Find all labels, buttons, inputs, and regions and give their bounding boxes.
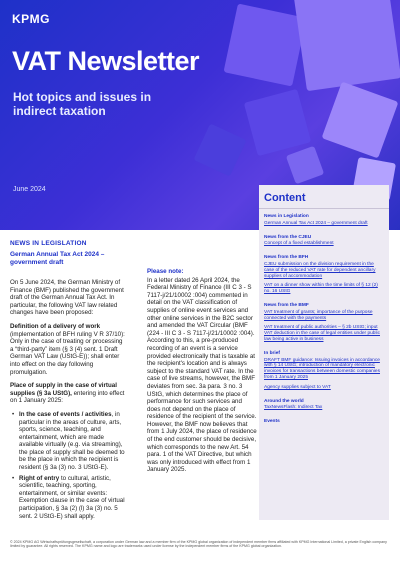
note-heading: Please note: xyxy=(147,268,184,275)
contents-link[interactable]: TaxNewsFlash: Indirect Tax xyxy=(264,405,323,411)
article-title: German Annual Tax Act 2024 – government draft xyxy=(10,251,105,266)
delivery-text: (implementation of BFH ruling V R 37/10): Only in the case of treating or processing a “third-party” item (§ 3 (4) sent. 1 Draft German VAT Law (UStG-E)); shall enter into effect on the day following promulgation. xyxy=(10,330,125,376)
contents-group xyxy=(259,397,389,418)
newsletter-subtitle: Hot topics and issues in indirect taxation xyxy=(13,90,152,118)
decorative-cube xyxy=(223,3,306,86)
contents-group-heading: In brief xyxy=(264,350,280,356)
contents-group xyxy=(259,253,389,301)
place-bullets xyxy=(19,411,127,520)
contents-link[interactable]: DRAFT BMF guidance: Issuing invoices in accordance with § 14 UStG; introduction of mandatory electronic invoices for transactions between domestic companies from 1 January 2025 xyxy=(264,357,380,380)
decorative-cube xyxy=(286,146,324,184)
contents-link[interactable]: German Annual Tax Act 2024 – government draft xyxy=(264,220,368,226)
decorative-cube xyxy=(322,82,399,159)
article-column-1 xyxy=(10,279,127,523)
bullet-bold: In the case of events / activities xyxy=(19,410,112,418)
newsletter-title: VAT Newsletter xyxy=(12,46,200,76)
place-paragraph xyxy=(10,382,127,405)
contents-list xyxy=(259,212,389,428)
contents-group-heading: News from the BFH xyxy=(264,255,309,261)
bullet-text: to cultural, artistic, scientific, teaching, sporting, entertainment, or similar events: Exemption clause in the case of virtual participation, § 3a (2) (l) 3a (3) no. 5 sent. 2 UStG-E) shall apply. xyxy=(19,474,125,520)
bullet-text: , in particular in the areas of culture, arts, sports, science, teaching, and entertainment, which are made available virtually (e.g. via streaming), the place of supply shall be deemed to be the place in which the recipient is resident (§ 3a (3) no. 3 UStG-E). xyxy=(19,410,125,472)
note-text: In a letter dated 26 April 2024, the Federal Ministry of Finance (III C 3 - S 7117-j/21/10002 :004) commented in detail on the VAT classification of supplies of online event services and other online services in the B2C sector and amended the VAT Circular (BMF (224 - III C 3 - S 7117-j/21/10002 :004). According to this, a pre-produced recording of an event is a service provided electronically that is taxable at the recipient's location and is always subject to the standard VAT rate. In the case of live streams, however, the BMF deviates from sec. 3a para. 3 no. 3 UStG, which determines the place of performance for such services and does not depend on the place of residence of the recipient of the service. However, the BMF now believes that from 1 July 2024, the place of residence of the end customer should be decisive, which corresponds to the new Art. 54 para. 1 of the VAT Directive, but which was only introduced with effect from 1 January 2025. xyxy=(147,276,257,474)
contents-group xyxy=(259,349,389,397)
list-item xyxy=(19,411,127,472)
issue-date: June 2024 xyxy=(13,186,46,193)
contents-link[interactable]: VAT treatment of grants; importance of the purpose connected with the payments xyxy=(264,309,373,321)
delivery-heading: Definition of a delivery of work xyxy=(10,322,101,330)
contents-group xyxy=(259,417,389,428)
decorative-cube xyxy=(294,0,400,91)
contents-group xyxy=(259,212,389,233)
section-label: NEWS IN LEGISLATION xyxy=(10,240,87,247)
article-column-2 xyxy=(147,240,257,480)
contents-group-heading: Events xyxy=(264,419,280,425)
contents-title: Content xyxy=(259,185,389,209)
contents-link[interactable]: CJEU submission on the division requirement in the case of the reduced VAT rate for dependent ancillary supplies of accommodation xyxy=(264,261,376,279)
contents-link[interactable]: Agency supplies subject to VAT xyxy=(264,384,331,390)
place-heading: Place of supply in the case of virtual supplies (§ 3a UStG), xyxy=(10,382,117,397)
copyright-footer: © 2024 KPMG AG Wirtschaftsprüfungsgesellschaft, a corporation under German law and a member firm of the KPMG global organization of independent member firms affiliated with KPMG International Limited, a private English company limited by guarantee. All rights reserved. The KPMG name and logo are trademarks used under license by the independent member firms of the KPMG global organization. xyxy=(10,540,387,549)
contents-group-heading: News from the BMF xyxy=(264,302,309,308)
article-intro: On 5 June 2024, the German Ministry of Finance (BMF) published the government draft of the German Annual Tax Act. In particular, the following VAT law related changes have been proposed: xyxy=(10,279,124,317)
contents-group-heading: News in Legislation xyxy=(264,214,309,219)
decorative-cube xyxy=(193,123,246,176)
kpmg-logo: KPMG xyxy=(12,12,50,26)
place-text: entering into effect on 1 January 2025: xyxy=(10,389,125,405)
decorative-cube xyxy=(244,89,311,156)
list-item xyxy=(19,475,127,521)
contents-group xyxy=(259,233,389,254)
contents-link[interactable]: Concept of a fixed establishment xyxy=(264,241,334,247)
bullet-bold: Right of entry xyxy=(19,474,60,482)
contents-link[interactable]: VAT treatment of public authorities – § 2b UStG; input VAT deduction in the case of legal entities under public law being active in business xyxy=(264,325,380,342)
contents-link[interactable]: VAT on a dinner show within the time limits of § 12 (2) no. 16 UStG xyxy=(264,283,378,295)
contents-group-heading: News from the CJEU xyxy=(264,234,312,240)
contents-panel xyxy=(259,185,389,520)
delivery-paragraph xyxy=(10,323,127,376)
contents-group-heading: Around the world xyxy=(264,398,304,404)
contents-group xyxy=(259,301,389,349)
